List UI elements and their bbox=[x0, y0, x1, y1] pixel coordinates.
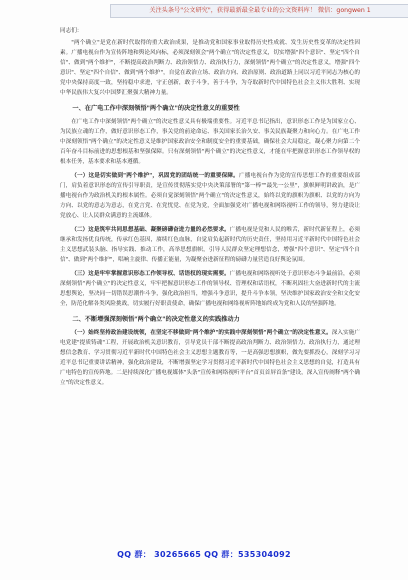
footer-qq-groups: QQ 群： 30265665 QQ 群：535304092 bbox=[117, 550, 291, 559]
subsection-1-title: （一）这是切实做到"两个维护"，巩固党的团结统一的重要保障。 bbox=[71, 173, 239, 179]
subsection-3-title: （三）这是牢牢掌握意识形态工作领导权、话语权的现实需要。 bbox=[71, 271, 230, 277]
header-banner[interactable]: 关注头条号"公文研究"，获得最新最全最专业的公文资料库！ 微信：gongwen 1 bbox=[110, 4, 408, 18]
subsection-2-body: 广播电视是党和人民的喉舌，新时代新征程上，必须继承和发扬优良传统，传承红色基因，赓续红色血脉，自觉肩负起新时代的历史责任，坚持用习近平新时代中国特色社会主义思想武装头脑、指导实践、推动工作，高举思想旗帜，引导人民群众坚定理想信念，增强"四个意识"、坚定"四个自信"、做到"两个维护"，唱响主旋律、传播正能量，为凝聚奋进新征程的磅礴力量营造良好舆论氛围。 bbox=[60, 227, 360, 263]
subsection-4-body: 深入实施广电党建"提质铸魂"工程，开展政治机关意识教育，引导党员干部不断提高政治判断力、政治领悟力、政治执行力，通过理想信念教育、学习贯彻习近平新时代中国特色社会主义思想主题教育等，一是高强思想旗帜，做先要抓投心，深刻学习习近平总书记重要讲话精神，强化政治建设，不断增强坚定学习贯彻习近平新时代中国特色社会主义思想的自觉，打造具有广电特色的宣传阵地。二是持续深化广播电视媒体"头条"宣传和网络视听平台"首页首屏首条"建设，深入宣传阐释"两个确立"的决定性意义。 bbox=[60, 330, 360, 386]
subsection-2-title: （二）这是筑牢共同思想基础、凝聚磅礴奋进力量的必然要求。 bbox=[71, 227, 230, 233]
subsection-2 bbox=[60, 225, 360, 265]
intro-paragraph: "两个确立"是党在新时代取得的重大政治成果，是推动党和国家事业取得历史性成就、发生历史性变革的决定性因素。广播电视台作为宣传阵地和舆论风向标，必须深刻领会"两个确立"的决定性意义，切实增强"四个意识"、坚定"四个自信"、做到"两个维护"，不断提高政治判断力、政治领悟力、政治执行力，深刻领悟"两个确立"的决定性意义，增强"四个意识"、坚定"四个自信"、做到"两个维护"，自觉在政治立场、政治方向、政治原则、政治道路上同以习近平同志为核心的党中央保持高度一致，坚持稳中求进，守正创新，敢于斗争，善于斗争，为夺取新时代中国特色社会主义伟大胜利、实现中华民族伟大复兴中国梦汇聚强大精神力量。 bbox=[60, 40, 360, 96]
subsection-3-body: 广播电视和网络视听处于意识形态斗争最前沿，必须深刻领悟"两个确立"的决定性意义，牢牢把握意识形态工作的领导权、管理权和话语权，不断巩固壮大奋进新时代的主流思想舆论，坚决同一切错误思潮作斗争，强化政治担当，增强斗争意识，提升斗争本领，坚决维护国家政治安全和文化安全，防范化解各类风险挑战，切实履行好职责使命，确保广播电视和网络视听阵地始终成为党和人民的坚强阵地。 bbox=[60, 271, 360, 307]
section-2-heading: 二、不断增强深刻领悟"两个确立"的决定性意义的实践推动力 bbox=[72, 316, 240, 323]
subsection-4 bbox=[60, 328, 360, 388]
document-body bbox=[60, 26, 360, 388]
subsection-3 bbox=[60, 269, 360, 309]
section-1-heading: 一、在广电工作中深刻领悟"两个确立"的决定性意义的重要性 bbox=[72, 105, 240, 112]
section-1-paragraph: 在广电工作中深刻领悟"两个确立"的决定性意义具有极端重要性。习近平总书记指出，意识形态工作是为国家立心、为民族立魂的工作，做好意识形态工作，事关党的前途命运、事关国家长治久安、事关民族凝聚力和向心力。在广电工作中深刻领悟"两个确立"的决定性意义是维护国家政治安全和制度安全的重要基础，确保社会大局稳定，凝心聚力向第二个百年奋斗目标前进的思想根基和坚强保障。只有深刻领悟"两个确立"的决定性意义，才能在牢把握意识形态工作领导权的根本任务，基本要求和基本遵循。 bbox=[60, 119, 360, 165]
subsection-1 bbox=[60, 171, 360, 221]
greeting: 同志们： bbox=[60, 28, 83, 34]
subsection-4-title: （一）始终坚持政治建设统领，在坚定不移做到"两个维护"的实践中深刻领悟"两个确立"的决定性意义。 bbox=[71, 330, 332, 336]
subsection-1-body: 广播电视台作为党的宣传思想工作的重要组成部门，肩负着意识形态的宣传引导职责，是宣传贯彻落实党中央决策部署的"第一棒""最先一公里"，旗帜鲜明讲政治，是广播电视台作为政治机关的根本属性。必须自觉深刻领悟"两个确立"的决定性意义，始终以党的旗帜为旗帜、以党的方向为方向、以党的意志为意志，在党言党、在党忧党、在党为党，全面加强党对广播电视和网络视听工作的领导，努力建设让党放心、让人民群众满意的主流媒体。 bbox=[60, 173, 360, 219]
